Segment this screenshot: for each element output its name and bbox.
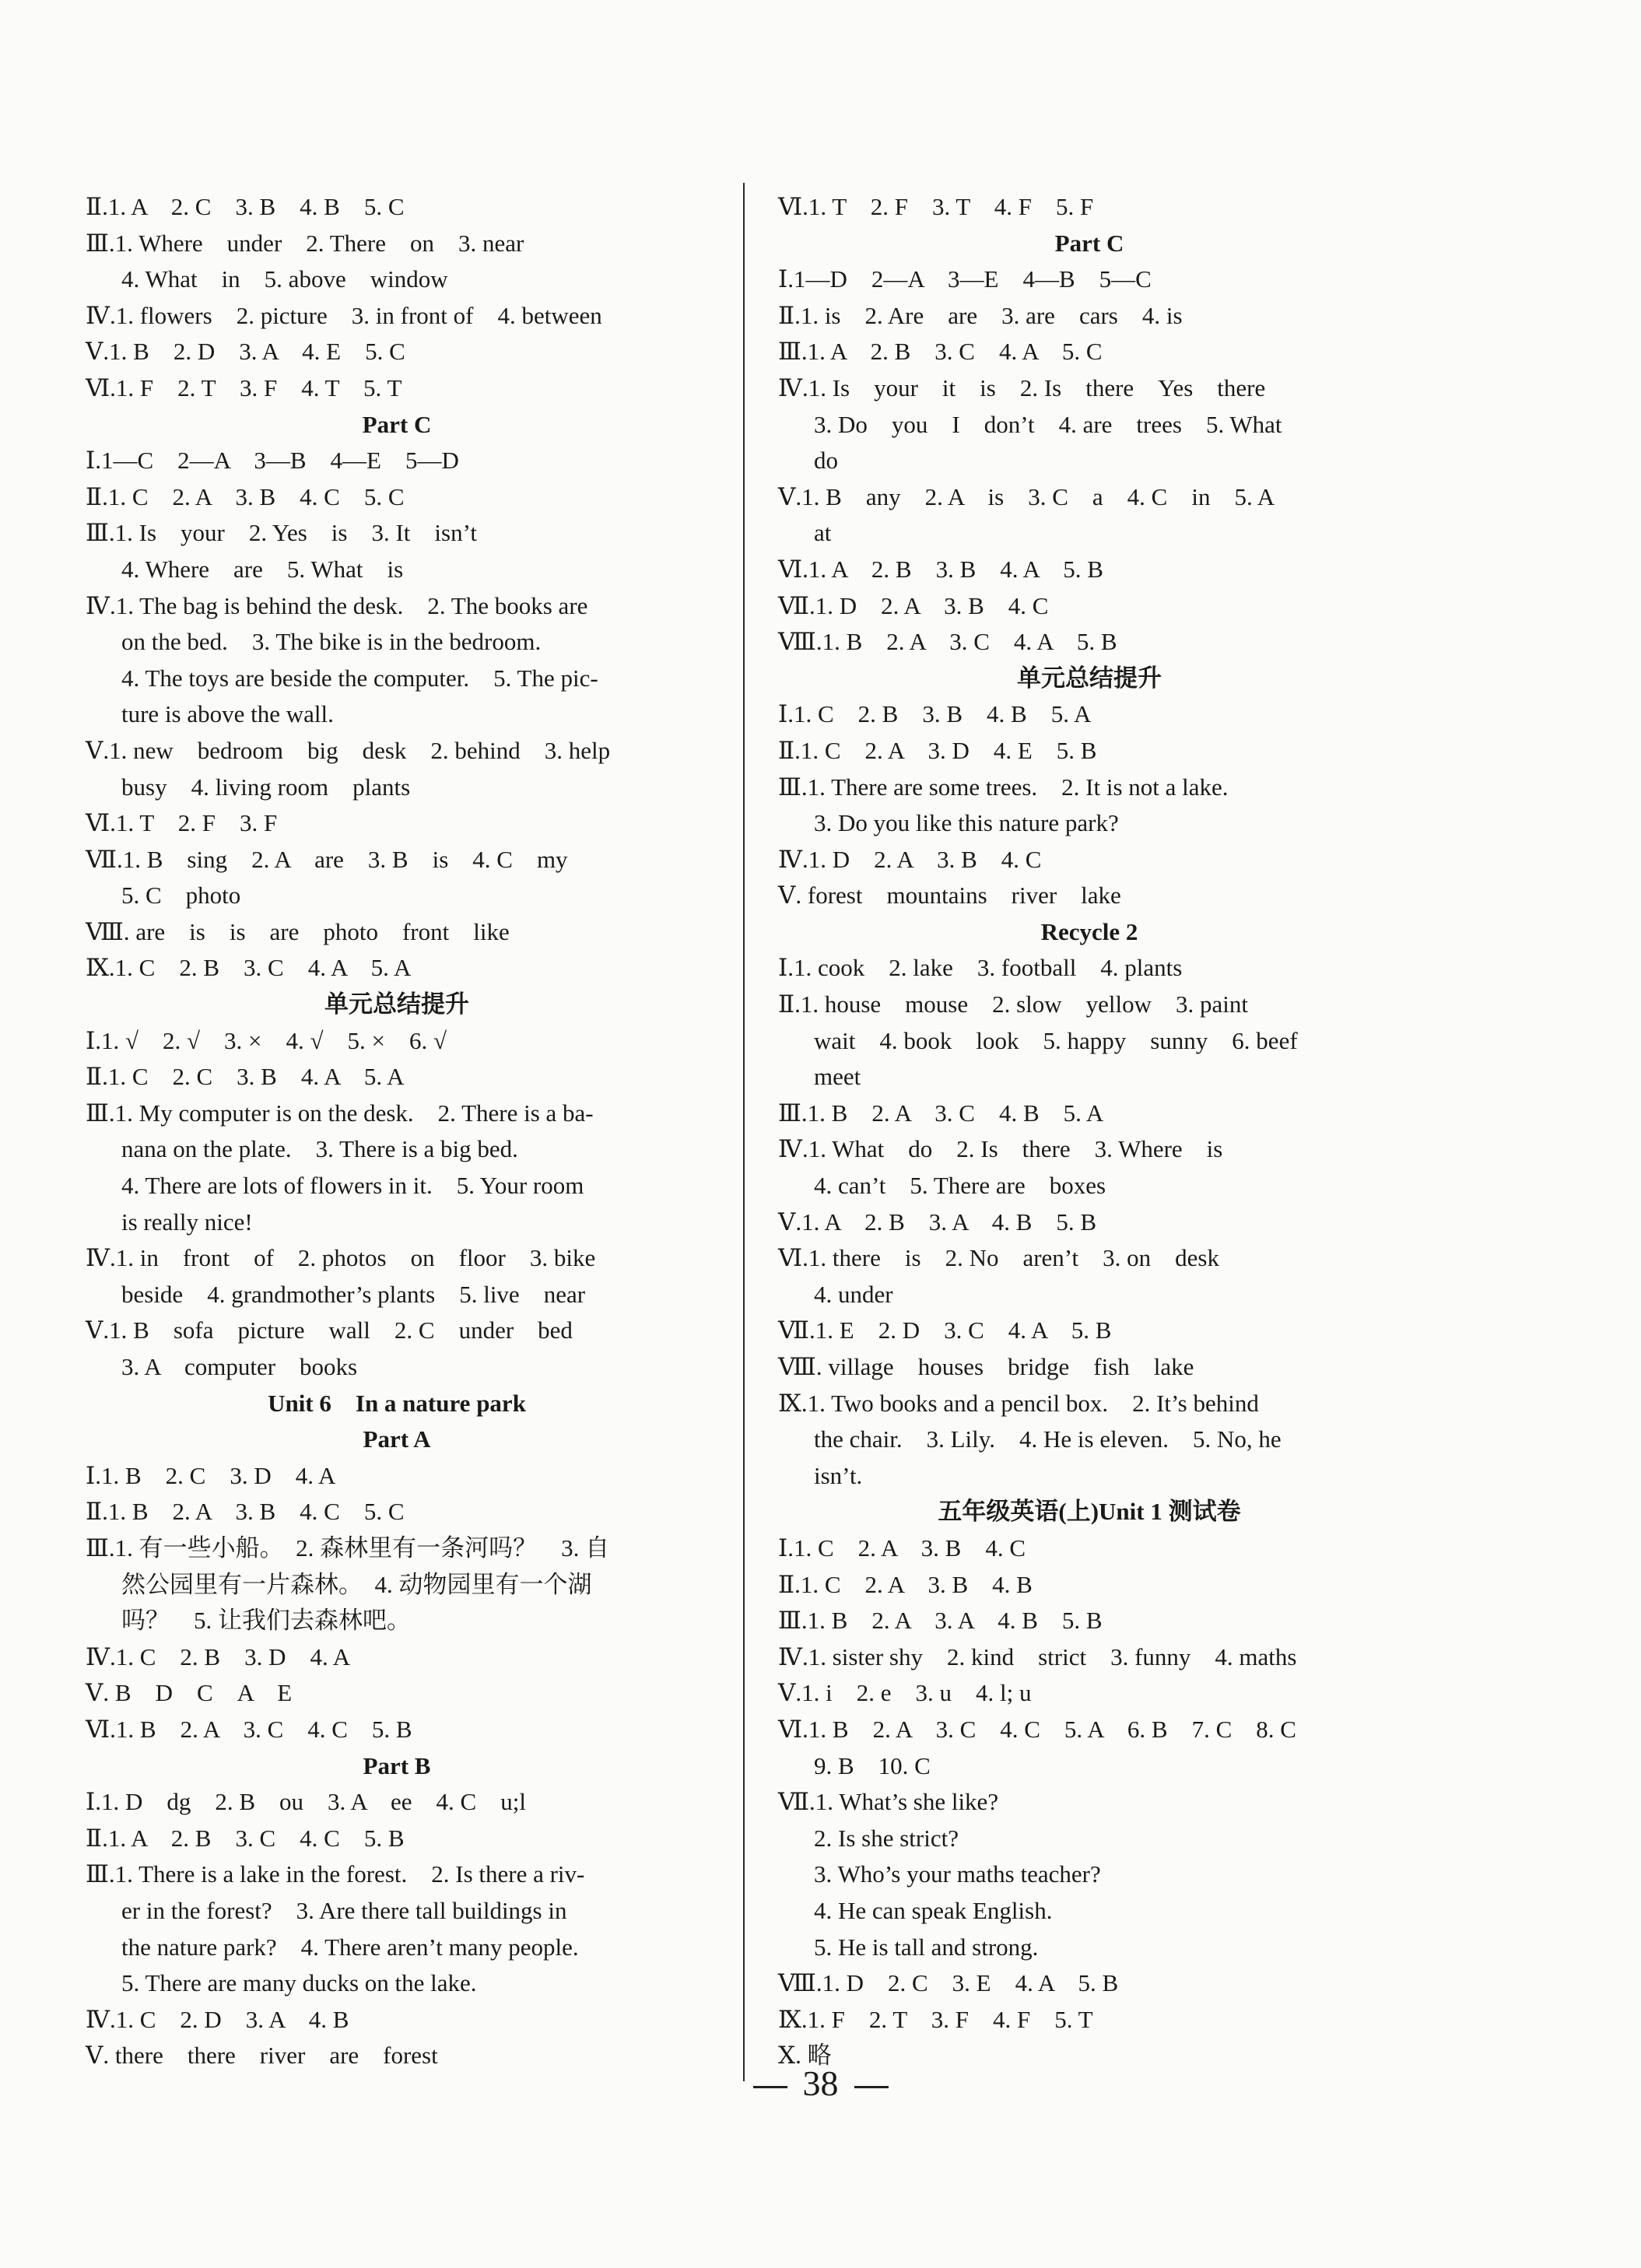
answer-line: Ⅳ.1. C 2. D 3. A 4. B	[86, 2005, 349, 2033]
answer-line: 5. There are many ducks on the lake.	[121, 1969, 477, 1997]
answer-line: Ⅶ.1. D 2. A 3. B 4. C	[778, 591, 1049, 619]
answer-line: Ⅲ.1. There are some trees. 2. It is not a lake.	[778, 773, 1229, 801]
answer-line: Ⅳ.1. Is your it is 2. Is there Yes there	[778, 373, 1266, 401]
answer-line: Ⅳ.1. sister shy 2. kind strict 3. funny 4. maths	[778, 1642, 1297, 1670]
answer-line: Ⅰ.1—D 2—A 3—E 4—B 5—C	[778, 265, 1152, 293]
answer-line: ture is above the wall.	[121, 700, 334, 728]
answer-line: Ⅱ.1. A 2. C 3. B 4. B 5. C	[86, 193, 405, 220]
answer-line: Ⅱ.1. C 2. A 3. D 4. E 5. B	[778, 736, 1097, 764]
section-heading: 单元总结提升	[1017, 664, 1162, 692]
answer-line: Ⅳ.1. in front of 2. photos on floor 3. bike	[86, 1244, 596, 1272]
answer-line: Ⅴ. forest mountains river lake	[778, 882, 1121, 910]
answer-line: busy 4. living room plants	[121, 773, 411, 801]
answer-line: meet	[814, 1063, 861, 1091]
answer-line: the nature park? 4. There aren’t many people.	[121, 1933, 579, 1961]
section-heading: 单元总结提升	[324, 990, 469, 1018]
page-footer	[0, 2060, 1641, 2107]
answer-line: Ⅰ.1. √ 2. √ 3. × 4. √ 5. × 6. √	[86, 1026, 447, 1054]
answer-line: Ⅰ.1. D dg 2. B ou 3. A ee 4. C u;l	[86, 1788, 526, 1816]
page-number: 38	[802, 2063, 839, 2103]
answer-line: 4. He can speak English.	[814, 1896, 1053, 1924]
answer-line: Ⅱ.1. C 2. A 3. B 4. C 5. C	[86, 482, 405, 510]
answer-line: at	[814, 519, 832, 547]
answer-line: 4. The toys are beside the computer. 5. The pic-	[121, 664, 598, 692]
section-heading: Recycle 2	[1040, 917, 1138, 945]
answer-line: Ⅲ.1. My computer is on the desk. 2. There is a ba-	[86, 1099, 594, 1127]
answer-line: Ⅰ.1. C 2. B 3. B 4. B 5. A	[778, 700, 1092, 728]
answer-line: 2. Is she strict?	[814, 1824, 959, 1852]
answer-line: 4. under	[814, 1280, 893, 1308]
answer-line: 5. C photo	[121, 882, 241, 910]
section-heading: Part B	[363, 1751, 431, 1779]
answer-line: Ⅴ.1. B 2. D 3. A 4. E 5. C	[86, 338, 405, 366]
answer-line: Ⅶ.1. What’s she like?	[778, 1788, 999, 1816]
column-divider	[743, 183, 745, 2081]
answer-line: Ⅴ.1. i 2. e 3. u 4. l; u	[778, 1679, 1032, 1707]
answer-line: Ⅹ. 略	[778, 2042, 832, 2070]
answer-line: 4. can’t 5. There are boxes	[814, 1172, 1106, 1200]
section-heading: 五年级英语(上)Unit 1 测试卷	[938, 1498, 1241, 1526]
answer-line: Ⅲ.1. Is your 2. Yes is 3. It isn’t	[86, 519, 477, 547]
answer-line: Ⅵ.1. A 2. B 3. B 4. A 5. B	[778, 555, 1103, 583]
answer-line: Ⅴ.1. B sofa picture wall 2. C under bed	[86, 1316, 573, 1344]
answer-line: 然公园里有一片森林。 4. 动物园里有一个湖	[121, 1570, 592, 1598]
answer-line: Ⅰ.1. C 2. A 3. B 4. C	[778, 1534, 1026, 1562]
answer-line: 吗？ 5. 让我们去森林吧。	[121, 1607, 411, 1635]
right-column	[778, 189, 1401, 2074]
answer-line: Ⅱ.1. is 2. Are are 3. are cars 4. is	[778, 301, 1183, 329]
answer-line: 9. B 10. C	[814, 1751, 931, 1779]
answer-line: Ⅵ.1. F 2. T 3. F 4. T 5. T	[86, 373, 402, 401]
answer-line: 4. There are lots of flowers in it. 5. Your room	[121, 1172, 584, 1200]
answer-line: nana on the plate. 3. There is a big bed.	[121, 1135, 518, 1163]
answer-line: Ⅳ.1. C 2. B 3. D 4. A	[86, 1642, 351, 1670]
answer-line: 3. Do you like this nature park?	[814, 809, 1119, 837]
answer-line: Ⅵ.1. there is 2. No aren’t 3. on desk	[778, 1244, 1219, 1272]
answer-line: Ⅲ.1. There is a lake in the forest. 2. Is there a riv-	[86, 1860, 585, 1888]
answer-line: Ⅶ.1. B sing 2. A are 3. B is 4. C my	[86, 845, 568, 873]
answer-line: on the bed. 3. The bike is in the bedroom.	[121, 628, 542, 656]
answer-line: Ⅳ.1. What do 2. Is there 3. Where is	[778, 1135, 1223, 1163]
answer-line: Ⅴ.1. B any 2. A is 3. C a 4. C in 5. A	[778, 482, 1275, 510]
answer-line: 3. Do you I don’t 4. are trees 5. What	[814, 410, 1282, 438]
answer-line: Ⅲ.1. Where under 2. There on 3. near	[86, 229, 524, 257]
answer-line: Ⅵ.1. T 2. F 3. T 4. F 5. F	[778, 193, 1094, 220]
answer-line: 5. He is tall and strong.	[814, 1933, 1039, 1961]
answer-line: Ⅷ. are is is are photo front like	[86, 917, 510, 945]
answer-line: Ⅸ.1. C 2. B 3. C 4. A 5. A	[86, 954, 412, 982]
answer-line: Ⅱ.1. B 2. A 3. B 4. C 5. C	[86, 1498, 405, 1526]
answer-line: Ⅸ.1. Two books and a pencil box. 2. It’s behind	[778, 1389, 1259, 1417]
answer-line: is really nice!	[121, 1208, 253, 1236]
answer-line: er in the forest? 3. Are there tall buildings in	[121, 1896, 567, 1924]
answer-line: Ⅳ.1. D 2. A 3. B 4. C	[778, 845, 1042, 873]
answer-line: Ⅵ.1. B 2. A 3. C 4. C 5. A 6. B 7. C 8. C	[778, 1715, 1296, 1743]
answer-line: Ⅵ.1. T 2. F 3. F	[86, 809, 278, 837]
answer-line: Ⅱ.1. A 2. B 3. C 4. C 5. B	[86, 1824, 405, 1852]
answer-line: beside 4. grandmother’s plants 5. live near	[121, 1280, 586, 1308]
answer-line: Ⅱ.1. C 2. C 3. B 4. A 5. A	[86, 1063, 405, 1091]
footer-dash-right	[854, 2086, 889, 2088]
answer-line: Ⅰ.1. cook 2. lake 3. football 4. plants	[778, 954, 1183, 982]
answer-line: Ⅶ.1. E 2. D 3. C 4. A 5. B	[778, 1316, 1112, 1344]
section-heading: Part C	[362, 410, 432, 438]
answer-line: isn’t.	[814, 1461, 863, 1489]
answer-line: Ⅲ.1. B 2. A 3. A 4. B 5. B	[778, 1607, 1103, 1635]
answer-line: Ⅲ.1. 有一些小船。 2. 森林里有一条河吗？ 3. 自	[86, 1534, 610, 1562]
answer-line: Ⅱ.1. C 2. A 3. B 4. B	[778, 1570, 1033, 1598]
answer-line: Ⅷ.1. D 2. C 3. E 4. A 5. B	[778, 1969, 1119, 1997]
answer-line: wait 4. book look 5. happy sunny 6. beef	[814, 1026, 1298, 1054]
section-heading: Part A	[363, 1425, 431, 1453]
section-heading: Part C	[1054, 229, 1124, 257]
answer-line: Ⅲ.1. B 2. A 3. C 4. B 5. A	[778, 1099, 1104, 1127]
answer-line: Ⅴ.1. A 2. B 3. A 4. B 5. B	[778, 1208, 1097, 1236]
answer-line: Ⅰ.1. B 2. C 3. D 4. A	[86, 1461, 336, 1489]
answer-line: Ⅵ.1. B 2. A 3. C 4. C 5. B	[86, 1715, 412, 1743]
answer-line: 3. A computer books	[121, 1353, 358, 1380]
answer-line: Ⅲ.1. A 2. B 3. C 4. A 5. C	[778, 338, 1103, 366]
left-column	[86, 189, 708, 2074]
answer-line: Ⅴ. B D C A E	[86, 1679, 293, 1707]
answer-line: Ⅴ. there there river are forest	[86, 2042, 438, 2070]
answer-line: the chair. 3. Lily. 4. He is eleven. 5. No, he	[814, 1425, 1282, 1453]
answer-line: Ⅱ.1. house mouse 2. slow yellow 3. paint	[778, 990, 1248, 1018]
section-heading: Unit 6 In a nature park	[268, 1389, 526, 1417]
answer-line: 4. What in 5. above window	[121, 265, 448, 293]
answer-line: Ⅳ.1. The bag is behind the desk. 2. The books are	[86, 591, 588, 619]
answer-line: Ⅷ.1. B 2. A 3. C 4. A 5. B	[778, 628, 1117, 656]
answer-line: Ⅸ.1. F 2. T 3. F 4. F 5. T	[778, 2005, 1093, 2033]
answer-line: 3. Who’s your maths teacher?	[814, 1860, 1101, 1888]
answer-line: Ⅷ. village houses bridge fish lake	[778, 1353, 1194, 1380]
answer-line: Ⅳ.1. flowers 2. picture 3. in front of 4. between	[86, 301, 602, 329]
answer-line: do	[814, 447, 838, 475]
answer-line: Ⅰ.1—C 2—A 3—B 4—E 5—D	[86, 447, 459, 475]
answer-line: Ⅴ.1. new bedroom big desk 2. behind 3. help	[86, 736, 611, 764]
footer-dash-left	[753, 2086, 787, 2088]
answer-line: 4. Where are 5. What is	[121, 555, 404, 583]
